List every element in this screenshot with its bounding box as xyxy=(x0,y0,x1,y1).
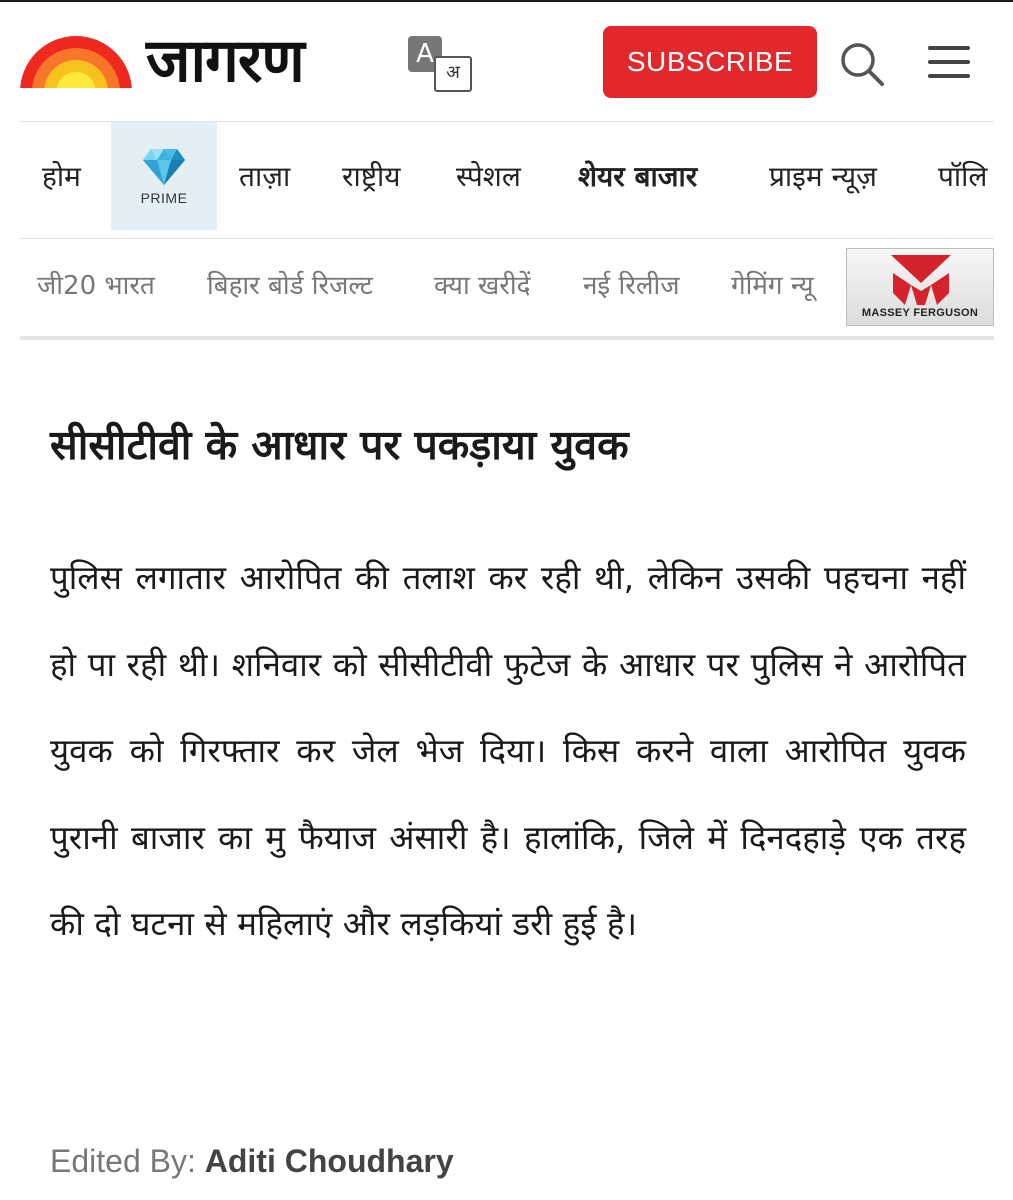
nav-item-gaming-news[interactable]: गेमिंग न्यू xyxy=(731,271,814,301)
hamburger-menu-icon[interactable] xyxy=(928,46,972,78)
edited-by xyxy=(50,1138,454,1184)
secondary-nav xyxy=(0,239,845,335)
nav-item-home[interactable]: होम xyxy=(42,160,81,193)
nav-item-bihar-board[interactable]: बिहार बोर्ड रिजल्ट xyxy=(207,271,373,301)
ad-brand-label: MASSEY FERGUSON xyxy=(861,307,979,319)
site-header xyxy=(0,2,1013,120)
lang-latin-glyph: A xyxy=(408,36,442,72)
editor-name[interactable]: Aditi Choudhary xyxy=(204,1143,454,1179)
nav-item-taaza[interactable]: ताज़ा xyxy=(239,160,291,193)
section-divider xyxy=(20,336,994,340)
massey-ferguson-logo-icon xyxy=(891,255,951,305)
search-icon[interactable] xyxy=(838,40,886,88)
logo-wordmark: जागरण xyxy=(146,26,304,96)
nav-item-share-bazaar[interactable]: शेयर बाजार xyxy=(578,160,698,193)
lang-devanagari-glyph: अ xyxy=(434,56,472,92)
jagran-logo[interactable] xyxy=(20,26,304,96)
sun-logo-icon xyxy=(20,30,132,92)
nav-item-rashtriya[interactable]: राष्ट्रीय xyxy=(342,160,401,193)
nav-item-politics[interactable]: पॉलि xyxy=(938,160,988,193)
diamond-icon xyxy=(142,148,186,186)
language-toggle-icon[interactable] xyxy=(408,36,472,92)
nav-item-prime[interactable] xyxy=(111,122,217,230)
article-paragraph: पुलिस लगातार आरोपित की तलाश कर रही थी, लेकिन उसकी पहचना नहीं हो पा रही थी। शनिवार को सीसीटीवी फुटेज के आधार पर पुलिस ने आरोपित युवक को गिरफ्तार कर जेल भेज दिया। किस करने वाला आरोपित युवक पुरानी बाजार का मु फैयाज अंसारी है। हालांकि, जिले में दिनदहाड़े एक तरह की दो घटना से महिलाएं और लड़कियां डरी हुई है। xyxy=(50,558,966,943)
nav-item-prime-news[interactable]: प्राइम न्यूज़ xyxy=(769,160,877,193)
prime-label: PRIME xyxy=(140,190,188,206)
nav-item-nayi-release[interactable]: नई रिलीज xyxy=(583,271,680,301)
subscribe-button[interactable]: SUBSCRIBE xyxy=(603,26,817,98)
nav-item-kya-kharide[interactable]: क्या खरीदें xyxy=(434,271,531,301)
nav-item-special[interactable]: स्पेशल xyxy=(456,160,521,193)
edited-by-label: Edited By: xyxy=(50,1143,196,1179)
article-subheading: सीसीटीवी के आधार पर पकड़ाया युवक xyxy=(50,421,629,469)
primary-nav xyxy=(0,122,1013,232)
sponsor-ad[interactable] xyxy=(846,248,994,326)
nav-item-g20[interactable]: जी20 भारत xyxy=(37,271,155,301)
